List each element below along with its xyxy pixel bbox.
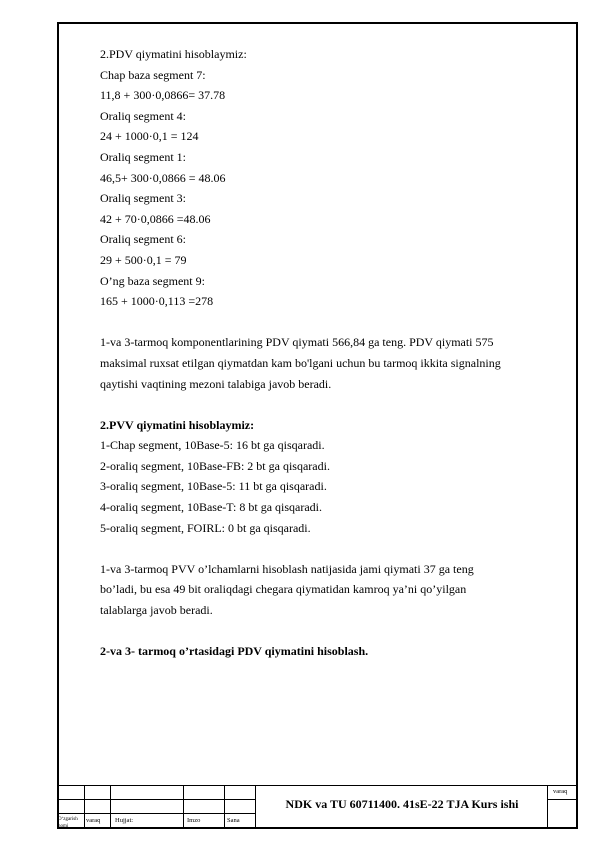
paragraph-line: bo’ladi, bu esa 49 bit oraliqdagi chegara qiymatidan kamroq ya’ni qo’yilgan [100,582,467,597]
document-column-label: Hujjat: [115,817,134,824]
paragraph-line: qaytishi vaqtining mezoni talabiga javob beradi. [100,376,332,391]
formula-line: 11,8 + 300·0,0866= 37.78 [100,88,226,103]
text-line: Chap baza segment 7: [100,67,206,82]
date-column-label: Sana [227,817,240,824]
segment-line: 4-oraliq segment, 10Base-T: 8 bt ga qisqaradi. [100,500,323,515]
signature-column-label: Imzo [187,817,201,824]
paragraph-line: 1-va 3-tarmoq PVV o’lchamlarni hisoblash natijasida jami qiymati 37 ga teng [100,561,474,576]
section-heading-pdv: 2.PDV qiymatini hisoblaymiz: [100,47,247,61]
paragraph-line: talablarga javob beradi. [100,603,213,618]
text-line: Oraliq segment 3: [100,191,186,206]
formula-line: 46,5+ 300·0,0866 = 48.06 [100,170,226,185]
formula-line: 29 + 500·0,1 = 79 [100,252,187,267]
segment-line: 5-oraliq segment, FOIRL: 0 bt ga qisqaradi. [100,520,311,535]
paragraph-line: maksimal ruxsat etilgan qiymatdan kam bo'lgani uchun bu tarmoq ikkita signalning [100,355,501,370]
formula-line: 42 + 70·0,0866 =48.06 [100,211,211,226]
change-label: O‘zgarish [58,817,78,822]
text-line: Oraliq segment 1: [100,149,186,164]
formula-line: 165 + 1000·0,113 =278 [100,294,214,309]
text-line: Oraliq segment 4: [100,108,186,123]
document-body [100,44,575,662]
segment-line: 3-oraliq segment, 10Base-5: 11 bt ga qisqaradi. [100,479,327,494]
sheet-column-label: varaq [86,817,101,824]
name-label: nomi [58,824,69,829]
text-line: Oraliq segment 6: [100,232,186,247]
paragraph-line: 1-va 3-tarmoq komponentlarining PDV qiymati 566,84 ga teng. PDV qiymati 575 [100,335,494,350]
sheet-label: varaq [553,788,568,795]
formula-line: 24 + 1000·0,1 = 124 [100,129,199,144]
document-title: NDK va TU 60711400. 41sE-22 TJA Kurs ishi [285,797,519,811]
text-line: O’ng baza segment 9: [100,273,205,288]
segment-line: 2-oraliq segment, 10Base-FB: 2 bt ga qisqaradi. [100,458,330,473]
segment-line: 1-Chap segment, 10Base-5: 16 bt ga qisqaradi. [100,438,325,453]
section-heading-pdv-2-3: 2-va 3- tarmoq o’rtasidagi PDV qiymatini hisoblash. [100,644,369,659]
title-block [57,785,578,829]
section-heading-pvv: 2.PVV qiymatini hisoblaymiz: [100,417,255,432]
